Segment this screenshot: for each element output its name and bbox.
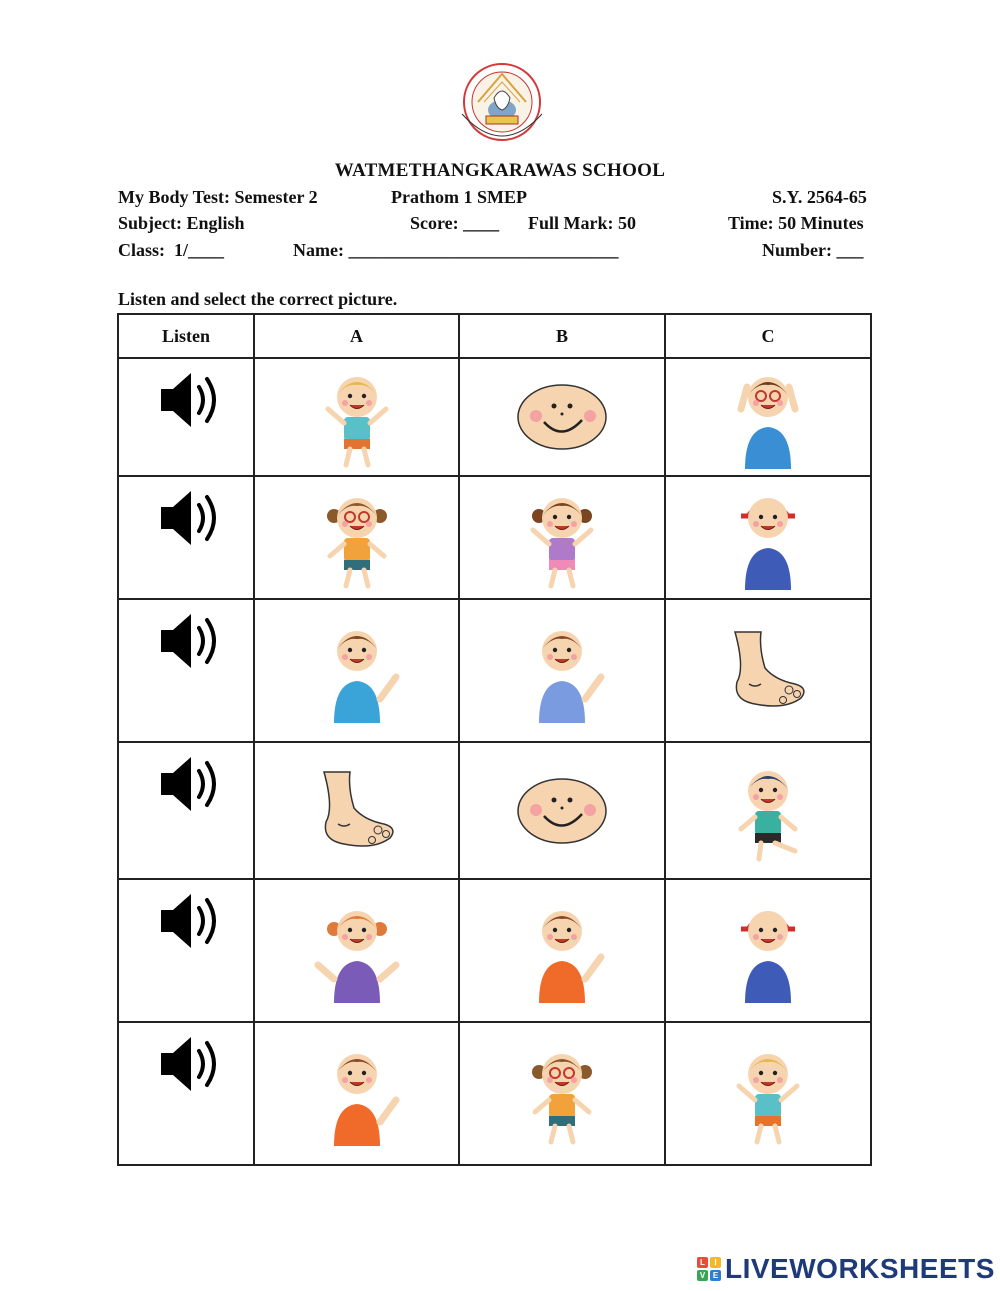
- option-cell-b[interactable]: [459, 476, 665, 599]
- table-row: [118, 1022, 871, 1165]
- option-cell-a[interactable]: [254, 476, 459, 599]
- full-mark: Full Mark: 50: [528, 213, 636, 233]
- table-row: [118, 476, 871, 599]
- foot-image: [314, 768, 400, 854]
- boy-red-cap-image: [723, 899, 813, 1003]
- option-cell-b[interactable]: [459, 358, 665, 476]
- girl-arms-open-image: [312, 899, 402, 1003]
- option-cell-b[interactable]: [459, 879, 665, 1022]
- girl-walking-image: [312, 486, 402, 590]
- col-header-c: C: [665, 314, 871, 358]
- col-header-listen: Listen: [118, 314, 254, 358]
- girl-waving-image: [517, 619, 607, 723]
- col-header-a: A: [254, 314, 459, 358]
- boy-waving-image: [517, 899, 607, 1003]
- liveworksheets-logo: [697, 1252, 995, 1286]
- option-cell-b[interactable]: [459, 1022, 665, 1165]
- boy-pointing-mouth-image: [312, 619, 402, 723]
- option-cell-b[interactable]: [459, 599, 665, 742]
- number-field: Number: ___: [762, 240, 864, 260]
- option-cell-a[interactable]: [254, 599, 459, 742]
- listen-cell: [118, 358, 254, 476]
- option-cell-a[interactable]: [254, 358, 459, 476]
- school-name: WATMETHANGKARAWAS SCHOOL: [334, 160, 666, 181]
- smiling-face-image: [514, 776, 610, 846]
- listen-cell: [118, 599, 254, 742]
- table-header-row: [118, 314, 871, 358]
- col-header-b: B: [459, 314, 665, 358]
- liveworksheets-brand: LIVEWORKSHEETS: [725, 1253, 995, 1284]
- boy-hands-on-head-image: [723, 365, 813, 469]
- option-cell-c[interactable]: [665, 599, 871, 742]
- speaker-icon[interactable]: [157, 1035, 219, 1098]
- listen-cell: [118, 476, 254, 599]
- liveworksheets-badge: L I V E: [697, 1257, 721, 1281]
- option-cell-a[interactable]: [254, 742, 459, 879]
- class-field: Class: 1/____: [118, 240, 225, 260]
- option-cell-a[interactable]: [254, 879, 459, 1022]
- listen-cell: [118, 879, 254, 1022]
- table-row: [118, 358, 871, 476]
- option-cell-c[interactable]: [665, 879, 871, 1022]
- option-cell-c[interactable]: [665, 1022, 871, 1165]
- speaker-icon[interactable]: [157, 892, 219, 955]
- boy-waving-hands-image: [312, 365, 402, 469]
- smiling-face-image: [514, 382, 610, 452]
- boy-kicking-image: [723, 759, 813, 863]
- test-title: My Body Test: Semester 2: [118, 187, 318, 207]
- foot-image: [725, 628, 811, 714]
- option-cell-b[interactable]: [459, 742, 665, 879]
- speaker-icon[interactable]: [157, 489, 219, 552]
- time-label: Time: 50 Minutes: [728, 213, 864, 233]
- boy-waving-hands-image: [723, 1042, 813, 1146]
- listen-cell: [118, 1022, 254, 1165]
- table-row: [118, 599, 871, 742]
- speaker-icon[interactable]: [157, 371, 219, 434]
- subject-label: Subject: English: [118, 213, 245, 233]
- answer-table: [117, 313, 872, 1166]
- option-cell-a[interactable]: [254, 1022, 459, 1165]
- option-cell-c[interactable]: [665, 358, 871, 476]
- table-row: [118, 879, 871, 1022]
- girl-dancing-image: [517, 486, 607, 590]
- girl-walking-image: [517, 1042, 607, 1146]
- speaker-icon[interactable]: [157, 612, 219, 675]
- boy-waving-image: [312, 1042, 402, 1146]
- speaker-icon[interactable]: [157, 755, 219, 818]
- listen-cell: [118, 742, 254, 879]
- school-logo: [444, 62, 560, 154]
- table-row: [118, 742, 871, 879]
- boy-red-cap-image: [723, 486, 813, 590]
- school-year: S.Y. 2564-65: [772, 187, 867, 207]
- option-cell-c[interactable]: [665, 476, 871, 599]
- option-cell-c[interactable]: [665, 742, 871, 879]
- name-field: Name: ______________________________: [293, 240, 619, 260]
- instruction: Listen and select the correct picture.: [118, 289, 398, 309]
- score-field: Score: ____: [410, 213, 500, 233]
- grade-label: Prathom 1 SMEP: [391, 187, 527, 207]
